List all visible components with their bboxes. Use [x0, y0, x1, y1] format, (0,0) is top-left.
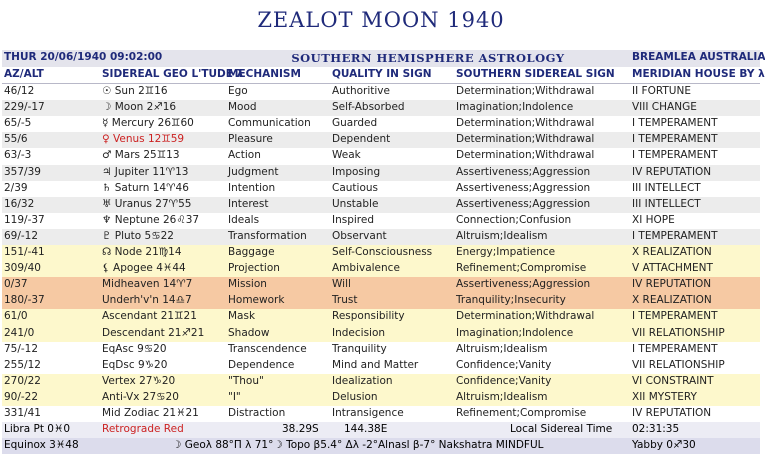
body-cell: Vertex 27♑20	[102, 374, 176, 387]
mechanism-cell: Mask	[228, 310, 256, 323]
table-row	[2, 277, 760, 293]
body-cell: ☉ Sun 2♊16	[102, 85, 168, 98]
body-cell: ♇ Pluto 5♋22	[102, 229, 174, 242]
mechanism-cell: Homework	[228, 294, 285, 307]
sign-cell: Determination;Withdrawal	[456, 85, 595, 98]
table-row	[2, 213, 760, 229]
azalt-cell: 65/-5	[4, 117, 32, 130]
body-cell: Underh'v'n 14♎7	[102, 294, 192, 307]
body-cell: Mid Zodiac 21♓21	[102, 406, 199, 419]
table-row	[2, 390, 760, 406]
azalt-cell: 119/-37	[4, 213, 45, 226]
quality-cell: Imposing	[332, 165, 381, 178]
quality-cell: Idealization	[332, 374, 393, 387]
table-row	[2, 132, 760, 148]
mechanism-cell: "I"	[228, 390, 241, 403]
table-row	[2, 197, 760, 213]
azalt-cell: 46/12	[4, 85, 35, 98]
footer-row-equinox	[2, 438, 760, 454]
body-cell: ☽ Moon 2♐16	[102, 101, 177, 114]
mechanism-cell: "Thou"	[228, 374, 264, 387]
mechanism-cell: Projection	[228, 262, 280, 275]
mechanism-cell: Dependence	[228, 358, 295, 371]
body-cell: ♆ Neptune 26♌37	[102, 213, 200, 226]
house-cell: XI HOPE	[632, 213, 675, 226]
house-cell: III INTELLECT	[632, 181, 701, 194]
table-row	[2, 229, 760, 245]
mechanism-cell: Intention	[228, 181, 276, 194]
house-cell: IV REPUTATION	[632, 165, 712, 178]
house-cell: XII MYSTERY	[632, 390, 697, 403]
quality-cell: Authoritive	[332, 85, 390, 98]
table-row	[2, 374, 760, 390]
footer-row-location	[2, 422, 760, 438]
house-cell: X REALIZATION	[632, 246, 712, 259]
astrology-table	[2, 50, 765, 454]
house-cell: I TEMPERAMENT	[632, 310, 718, 323]
sign-cell: Altruism;Idealism	[456, 229, 548, 242]
azalt-cell: 270/22	[4, 374, 41, 387]
longitude: 144.38E	[344, 423, 388, 436]
house-cell: I TEMPERAMENT	[632, 117, 718, 130]
body-cell: ☿ Mercury 26♊60	[102, 117, 194, 130]
body-cell: Descendant 21♐21	[102, 326, 205, 339]
azalt-cell: 309/40	[4, 262, 41, 275]
table-row	[2, 165, 760, 181]
house-cell: VIII CHANGE	[632, 101, 697, 114]
table-row	[2, 261, 760, 277]
azalt-cell: 16/32	[4, 197, 35, 210]
sign-cell: Confidence;Vanity	[456, 358, 552, 371]
house-cell: I TEMPERAMENT	[632, 229, 718, 242]
azalt-cell: 61/0	[4, 310, 28, 323]
house-cell: VII RELATIONSHIP	[632, 358, 725, 371]
sign-cell: Refinement;Compromise	[456, 406, 587, 419]
mechanism-cell: Distraction	[228, 406, 286, 419]
quality-cell: Indecision	[332, 326, 386, 339]
quality-cell: Tranquility	[332, 342, 387, 355]
house-cell: II FORTUNE	[632, 85, 691, 98]
quality-cell: Dependent	[332, 133, 391, 146]
azalt-cell: 0/37	[4, 278, 28, 291]
col-header-quality: QUALITY IN SIGN	[332, 68, 432, 80]
quality-cell: Unstable	[332, 197, 379, 210]
chart-datetime: THUR 20/06/1940 09:02:00	[4, 51, 163, 63]
body-cell: EqDsc 9♑20	[102, 358, 168, 371]
system-name: SOUTHERN HEMISPHERE ASTROLOGY	[291, 51, 565, 65]
mechanism-cell: Mood	[228, 101, 257, 114]
table-row	[2, 100, 760, 116]
sign-cell: Assertiveness;Aggression	[456, 278, 591, 291]
quality-cell: Trust	[332, 294, 358, 307]
house-cell: X REALIZATION	[632, 294, 712, 307]
azalt-cell: 90/-22	[4, 390, 39, 403]
table-row	[2, 358, 760, 374]
mechanism-cell: Mission	[228, 278, 267, 291]
quality-cell: Cautious	[332, 181, 379, 194]
quality-cell: Guarded	[332, 117, 378, 130]
quality-cell: Inspired	[332, 213, 375, 226]
quality-cell: Delusion	[332, 390, 378, 403]
body-cell: ♃ Jupiter 11♈13	[102, 165, 189, 178]
azalt-cell: 2/39	[4, 181, 28, 194]
latitude: 38.29S	[282, 423, 319, 436]
sign-cell: Altruism;Idealism	[456, 390, 548, 403]
yabby: Yabby 0♐30	[632, 439, 696, 452]
sign-cell: Altruism;Idealism	[456, 342, 548, 355]
lst-label: Local Sidereal Time	[510, 423, 613, 436]
table-header-bar	[2, 50, 765, 67]
house-cell: VI CONSTRAINT	[632, 374, 714, 387]
house-cell: V ATTACHMENT	[632, 262, 713, 275]
table-row	[2, 342, 760, 358]
azalt-cell: 69/-12	[4, 229, 39, 242]
quality-cell: Self-Absorbed	[332, 101, 405, 114]
location: BREAMLEA AUSTRALIA	[632, 51, 765, 63]
mechanism-cell: Communication	[228, 117, 311, 130]
house-cell: VII RELATIONSHIP	[632, 326, 725, 339]
body-cell: Ascendant 21♊21	[102, 310, 197, 323]
house-cell: I TEMPERAMENT	[632, 149, 718, 162]
azalt-cell: 357/39	[4, 165, 41, 178]
sign-cell: Determination;Withdrawal	[456, 117, 595, 130]
page-title: ZEALOT MOON 1940	[257, 8, 505, 32]
libra-point: Libra Pt 0♓0	[4, 423, 71, 436]
body-cell: ⚸ Apogee 4♓44	[102, 262, 186, 275]
geo-topo-line: ☽ Geoλ 88°Π λ 71°☽ Topo β5.4° Δλ -2°Alnasl β-7° Nakshatra MINDFUL	[172, 439, 544, 452]
azalt-cell: 229/-17	[4, 101, 45, 114]
body-cell: ♂ Mars 25♊13	[102, 149, 180, 162]
azalt-cell: 241/0	[4, 326, 35, 339]
table-row	[2, 309, 760, 325]
quality-cell: Ambivalence	[332, 262, 400, 275]
body-cell: EqAsc 9♋20	[102, 342, 167, 355]
col-header-azalt: AZ/ALT	[4, 68, 44, 80]
sign-cell: Determination;Withdrawal	[456, 310, 595, 323]
table-body	[2, 84, 760, 422]
mechanism-cell: Baggage	[228, 246, 275, 259]
sign-cell: Energy;Impatience	[456, 246, 556, 259]
house-cell: I TEMPERAMENT	[632, 133, 718, 146]
table-row	[2, 245, 760, 261]
mechanism-cell: Ego	[228, 85, 248, 98]
equinox: Equinox 3♓48	[4, 439, 79, 452]
house-cell: IV REPUTATION	[632, 406, 712, 419]
mechanism-cell: Interest	[228, 197, 269, 210]
body-cell: Midheaven 14♈7	[102, 278, 193, 291]
mechanism-cell: Shadow	[228, 326, 270, 339]
body-cell: ♄ Saturn 14♈46	[102, 181, 189, 194]
sign-cell: Confidence;Vanity	[456, 374, 552, 387]
table-row	[2, 148, 760, 164]
sign-cell: Imagination;Indolence	[456, 326, 574, 339]
sign-cell: Assertiveness;Aggression	[456, 197, 591, 210]
quality-cell: Responsibility	[332, 310, 405, 323]
retrograde-legend: Retrograde Red	[102, 423, 184, 436]
sign-cell: Assertiveness;Aggression	[456, 181, 591, 194]
azalt-cell: 151/-41	[4, 246, 45, 259]
table-row	[2, 181, 760, 197]
quality-cell: Mind and Matter	[332, 358, 419, 371]
body-cell: ♅ Uranus 27♈55	[102, 197, 192, 210]
mechanism-cell: Pleasure	[228, 133, 273, 146]
col-header-longitude: SIDEREAL GEO L'TUDE λ	[102, 68, 244, 80]
azalt-cell: 63/-3	[4, 149, 32, 162]
azalt-cell: 255/12	[4, 358, 41, 371]
sign-cell: Connection;Confusion	[456, 213, 572, 226]
sign-cell: Determination;Withdrawal	[456, 149, 595, 162]
body-cell: ♀ Venus 12♊59	[102, 133, 185, 146]
col-header-mechanism: MECHANISM	[228, 68, 301, 80]
mechanism-cell: Transformation	[228, 229, 307, 242]
column-headers	[2, 67, 765, 84]
sign-cell: Tranquility;Insecurity	[456, 294, 566, 307]
mechanism-cell: Judgment	[228, 165, 279, 178]
sign-cell: Assertiveness;Aggression	[456, 165, 591, 178]
table-row	[2, 293, 760, 309]
sign-cell: Refinement;Compromise	[456, 262, 587, 275]
azalt-cell: 75/-12	[4, 342, 39, 355]
mechanism-cell: Ideals	[228, 213, 260, 226]
table-row	[2, 84, 760, 100]
quality-cell: Self-Consciousness	[332, 246, 433, 259]
quality-cell: Observant	[332, 229, 387, 242]
azalt-cell: 55/6	[4, 133, 28, 146]
col-header-house: MERIDIAN HOUSE BY λ	[632, 68, 765, 80]
body-cell: ☊ Node 21♍14	[102, 246, 182, 259]
house-cell: III INTELLECT	[632, 197, 701, 210]
azalt-cell: 180/-37	[4, 294, 45, 307]
table-row	[2, 326, 760, 342]
table-row	[2, 116, 760, 132]
sign-cell: Determination;Withdrawal	[456, 133, 595, 146]
quality-cell: Intransigence	[332, 406, 404, 419]
table-row	[2, 406, 760, 422]
quality-cell: Will	[332, 278, 351, 291]
quality-cell: Weak	[332, 149, 361, 162]
col-header-sign: SOUTHERN SIDEREAL SIGN	[456, 68, 615, 80]
house-cell: I TEMPERAMENT	[632, 342, 718, 355]
house-cell: IV REPUTATION	[632, 278, 712, 291]
mechanism-cell: Transcendence	[228, 342, 307, 355]
body-cell: Anti-Vx 27♋20	[102, 390, 179, 403]
lst-value: 02:31:35	[632, 423, 680, 436]
azalt-cell: 331/41	[4, 406, 41, 419]
sign-cell: Imagination;Indolence	[456, 101, 574, 114]
mechanism-cell: Action	[228, 149, 261, 162]
